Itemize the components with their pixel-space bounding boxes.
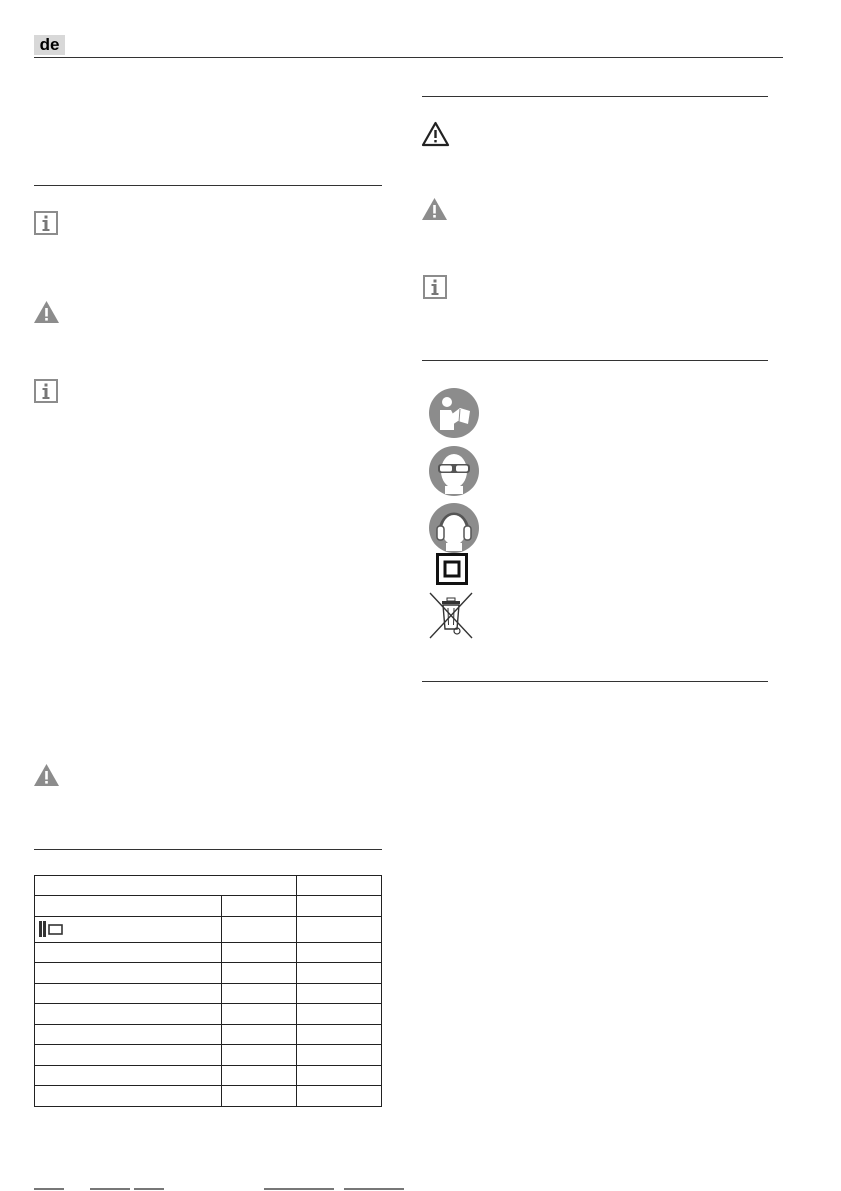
warning-icon (33, 300, 60, 324)
table-cell (297, 1004, 382, 1025)
table-cell (222, 1065, 297, 1086)
section-rule (422, 681, 768, 682)
table-row (35, 896, 382, 917)
table-row (35, 1045, 382, 1066)
table-cell (35, 963, 222, 984)
table-cell (222, 1024, 297, 1045)
table-cell (297, 963, 382, 984)
section-rule (422, 360, 768, 361)
table-cell (297, 983, 382, 1004)
table-header-row (35, 876, 382, 896)
table-cell (35, 896, 222, 917)
table-cell (35, 1024, 222, 1045)
table-row (35, 916, 382, 942)
warning-icon (421, 197, 448, 221)
table-cell (297, 1045, 382, 1066)
table-cell (35, 1065, 222, 1086)
table-cell (35, 1004, 222, 1025)
table-row (35, 1024, 382, 1045)
header-rule (34, 57, 783, 58)
weee-crossed-bin-icon (428, 590, 474, 640)
table-cell (297, 942, 382, 963)
info-icon (423, 275, 447, 299)
info-icon (34, 211, 58, 235)
table-cell (297, 1086, 382, 1107)
warning-outline-icon (421, 121, 450, 147)
table-cell (222, 963, 297, 984)
info-icon (34, 379, 58, 403)
ear-protection-icon (428, 502, 480, 554)
table-cell (297, 896, 382, 917)
table-cell (35, 1086, 222, 1107)
table-cell (297, 1024, 382, 1045)
table-header-cell (35, 876, 297, 896)
table-cell (35, 1045, 222, 1066)
table-cell (297, 916, 382, 942)
table-row (35, 983, 382, 1004)
section-rule (34, 849, 382, 850)
table-cell (222, 983, 297, 1004)
table-row (35, 942, 382, 963)
section-rule (422, 96, 768, 97)
warning-icon (33, 763, 60, 787)
eye-protection-icon (428, 445, 480, 497)
table-cell (222, 1004, 297, 1025)
technical-data-table (34, 875, 382, 1107)
section-rule (34, 185, 382, 186)
language-badge: de (34, 35, 65, 55)
table-cell (222, 916, 297, 942)
table-cell (35, 983, 222, 1004)
table-header-cell (297, 876, 382, 896)
protection-class-ii-icon (436, 553, 468, 585)
table-row (35, 1065, 382, 1086)
table-row (35, 1004, 382, 1025)
table-cell (222, 942, 297, 963)
read-manual-icon (428, 387, 480, 439)
table-cell (222, 1045, 297, 1066)
footer-strip (34, 1186, 494, 1191)
tool-insert-icon (38, 920, 66, 938)
table-cell (35, 942, 222, 963)
table-cell (35, 916, 222, 942)
table-cell (222, 896, 297, 917)
table-cell (297, 1065, 382, 1086)
table-row (35, 963, 382, 984)
table-cell (222, 1086, 297, 1107)
table-row (35, 1086, 382, 1107)
